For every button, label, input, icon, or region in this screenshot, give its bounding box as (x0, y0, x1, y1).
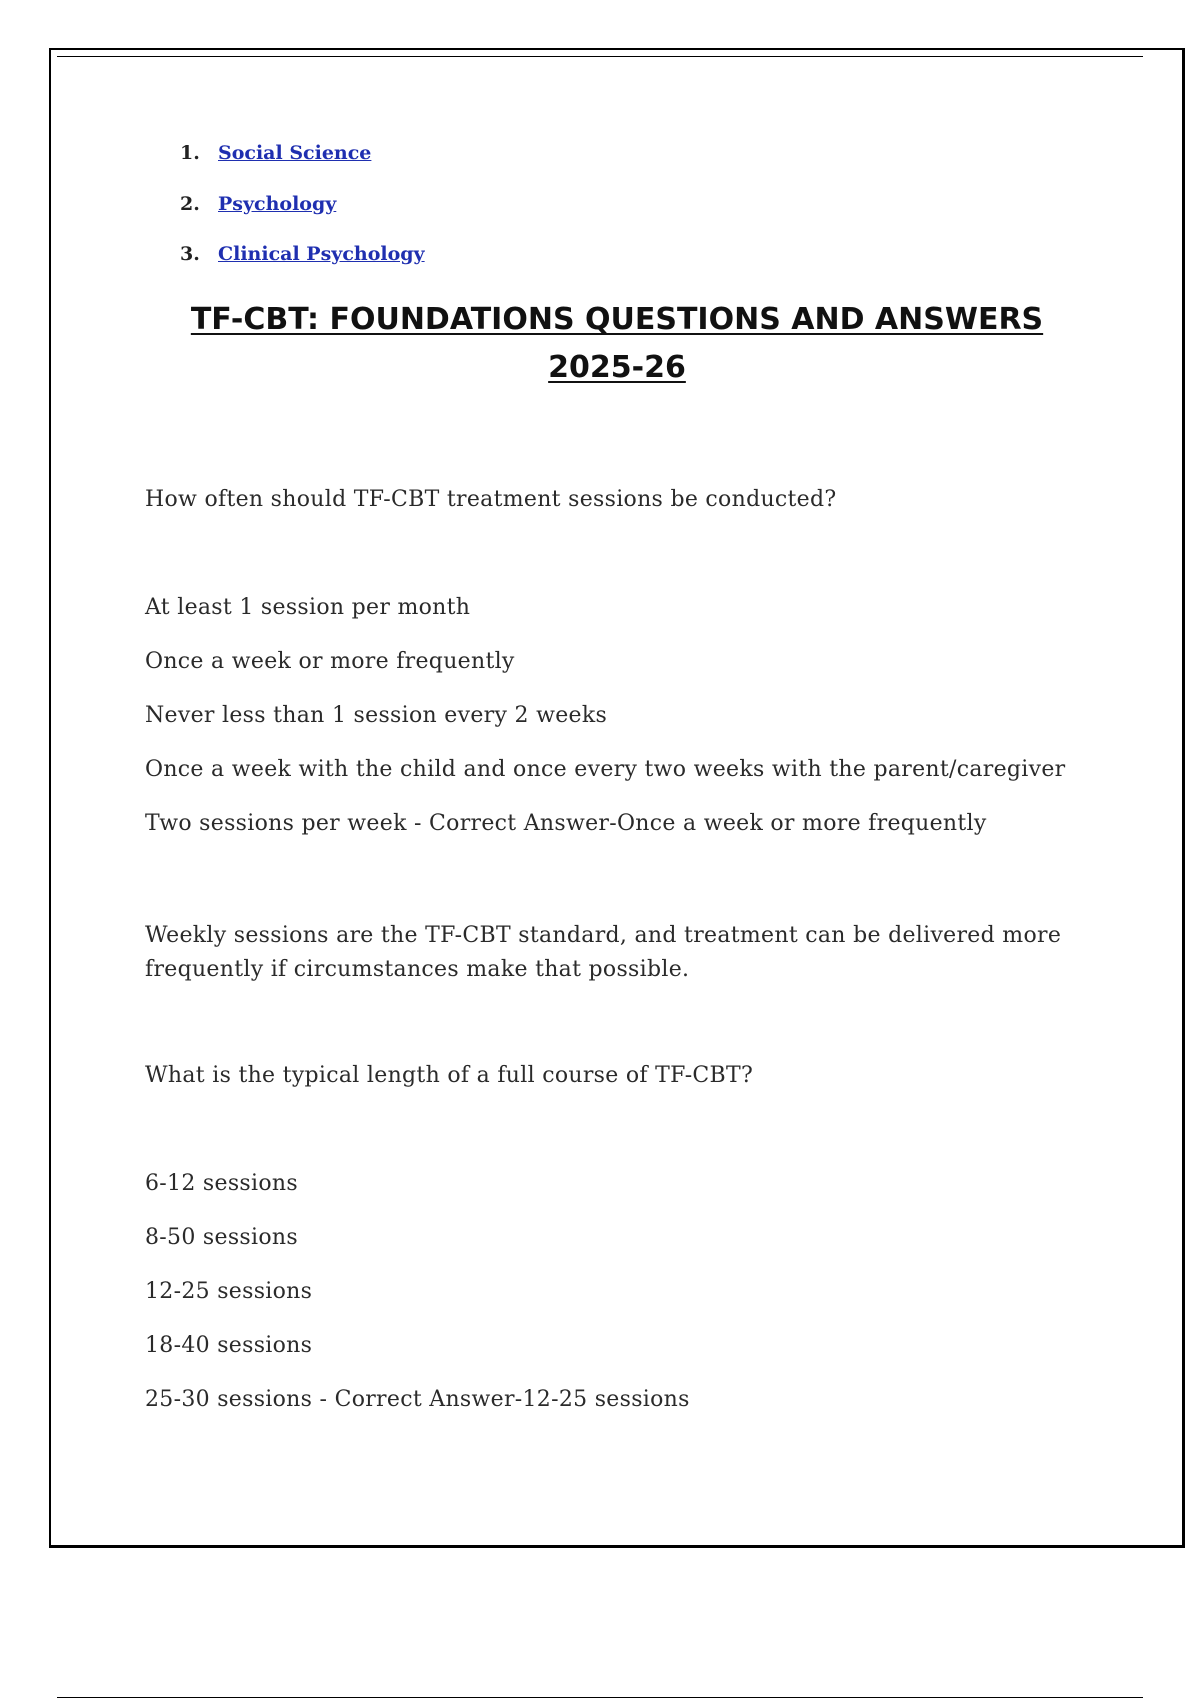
question-2-option-4: 18-40 sessions (145, 1333, 313, 1358)
question-2-option-1: 6-12 sessions (145, 1171, 298, 1196)
question-1-option-5-answer: Two sessions per week - Correct Answer-Once a week or more frequently (145, 811, 987, 836)
question-1: How often should TF-CBT treatment sessions be conducted? (145, 487, 837, 512)
breadcrumb-item-clinical-psychology (180, 243, 425, 294)
question-2-option-2: 8-50 sessions (145, 1225, 298, 1250)
breadcrumb-item-social-science (180, 142, 425, 193)
breadcrumb-link-social-science[interactable]: Social Science (218, 142, 372, 164)
question-1-option-4: Once a week with the child and once every two weeks with the parent/caregiver (145, 757, 1066, 782)
document-title-line-2: 2025-26 (548, 350, 686, 385)
breadcrumb-link-psychology[interactable]: Psychology (218, 192, 337, 215)
breadcrumb-number: 2. (180, 192, 200, 215)
question-2-option-3: 12-25 sessions (145, 1279, 313, 1304)
document-title-line-1: TF-CBT: FOUNDATIONS QUESTIONS AND ANSWERS (190, 302, 1044, 337)
question-2-option-5-answer: 25-30 sessions - Correct Answer-12-25 sessions (145, 1387, 690, 1412)
breadcrumb (180, 142, 425, 294)
breadcrumb-item-psychology (180, 193, 425, 244)
breadcrumb-number: 1. (180, 142, 200, 164)
question-1-option-3: Never less than 1 session every 2 weeks (145, 703, 608, 728)
bottom-rule (57, 1697, 1143, 1698)
question-2: What is the typical length of a full course of TF-CBT? (145, 1063, 754, 1088)
question-1-option-2: Once a week or more frequently (145, 649, 515, 674)
question-1-explanation: Weekly sessions are the TF-CBT standard, and treatment can be delivered more frequently if circumstances make that possible. (145, 923, 1062, 982)
document-title (49, 296, 1185, 392)
breadcrumb-link-clinical-psychology[interactable]: Clinical Psychology (218, 243, 425, 265)
breadcrumb-number: 3. (180, 243, 200, 265)
question-1-option-1: At least 1 session per month (145, 595, 471, 620)
